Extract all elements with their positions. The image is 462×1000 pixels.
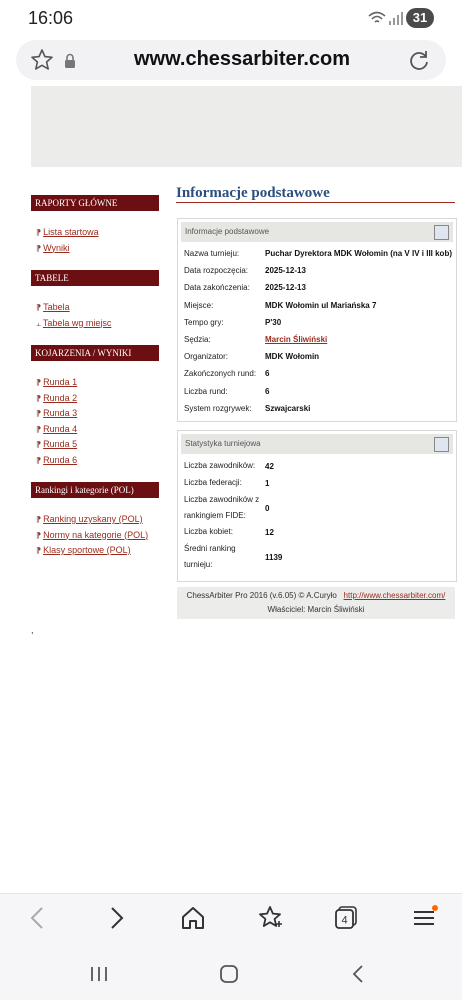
list-icon: ⁋ [36, 440, 42, 449]
info-row: Miejsce: MDK Wołomin ul Mariańska 7 [184, 300, 377, 310]
sidebar-heading-rankingi: Rankingi i kategorie (POL) [31, 482, 159, 498]
sidebar-heading-raporty: RAPORTY GŁÓWNE [31, 195, 159, 211]
sidebar-link-runda-1[interactable]: ⁋ Runda 1 [36, 375, 159, 391]
status-bar [0, 0, 462, 36]
bookmarks-icon[interactable] [256, 904, 284, 932]
url-text[interactable]: www.chessarbiter.com [133, 48, 350, 70]
info-panel [177, 218, 457, 422]
sidebar-heading-kojarzenia: KOJARZENIA / WYNIKI [31, 345, 159, 361]
print-icon[interactable] [434, 225, 449, 240]
stats-panel [177, 430, 457, 582]
info-row: System rozgrywek: Szwajcarski [184, 403, 311, 413]
stats-row: Liczba zawodników: 42 [184, 461, 274, 471]
sidebar-link-ranking-uzyskany[interactable]: ⁋ Ranking uzyskany (POL) [36, 512, 159, 528]
sidebar-link-runda-2[interactable]: ⁋ Runda 2 [36, 391, 159, 407]
stray-text: , [31, 625, 34, 635]
stats-row: Liczba zawodników z rankingiem FIDE: 0 [184, 495, 270, 520]
list-icon: ⁋ [36, 455, 42, 465]
clock: 16:06 [28, 8, 74, 28]
print-icon[interactable] [434, 437, 449, 452]
sidebar [31, 195, 159, 573]
sidebar-link-klasy-sportowe[interactable]: ⁋ Klasy sportowe (POL) [36, 543, 159, 559]
list-icon: ⁋ [36, 228, 42, 237]
info-row: Sędzia: Marcin Śliwiński [184, 334, 328, 344]
title-divider [176, 202, 455, 203]
list-icon: ⁋ [36, 393, 42, 403]
sidebar-link-tabela-wg-miejsc[interactable]: ⫠ Tabela wg miejsc [36, 316, 159, 332]
info-row: Data rozpoczęcia: 2025-12-13 [184, 266, 306, 276]
info-panel-header: Informacje podstawowe [181, 222, 453, 242]
list-icon: ⁋ [36, 409, 42, 418]
sidebar-heading-tabele: TABELE [31, 270, 159, 286]
list-icon: ⁋ [36, 303, 42, 312]
back-arrow-icon[interactable] [24, 904, 52, 932]
stats-panel-header: Statystyka turniejowa [181, 434, 453, 454]
wifi-icon [368, 10, 386, 26]
list-icon: ⁋ [36, 546, 42, 555]
system-navigation [0, 949, 462, 1000]
info-row: Zakończonych rund: 6 [184, 369, 270, 379]
stats-row: Średni ranking turnieju: 1139 [184, 544, 283, 569]
forward-arrow-icon[interactable] [102, 904, 130, 932]
ad-banner [31, 86, 462, 167]
home-icon[interactable] [179, 904, 207, 932]
system-home-icon[interactable] [218, 963, 240, 985]
battery-indicator: 31 [406, 8, 434, 28]
tabs-icon[interactable] [332, 904, 360, 932]
chessarbiter-link[interactable]: http://www.chessarbiter.com/ [343, 591, 446, 600]
list-icon: ⁋ [36, 424, 42, 434]
list-icon: ⁋ [36, 530, 42, 540]
sidebar-link-normy[interactable]: ⁋ Normy na kategorie (POL) [36, 528, 159, 544]
page-footer: ChessArbiter Pro 2016 (v.6.05) © A.Curyło http://www.chessarbiter.com/ Właściciel: Marcin Śliwiński [177, 587, 455, 619]
stats-row: Liczba kobiet: 12 [184, 527, 274, 537]
sidebar-link-runda-6[interactable]: ⁋ Runda 6 [36, 453, 159, 469]
browser-toolbar [0, 893, 462, 950]
list-icon: ⁋ [36, 243, 42, 253]
info-row: Nazwa turnieju: Puchar Dyrektora MDK Wołomin (na V IV i III kob) [184, 249, 452, 258]
system-back-icon[interactable] [348, 963, 370, 985]
lock-icon [64, 53, 76, 69]
sidebar-link-lista-startowa[interactable]: ⁋ Lista startowa [36, 225, 159, 241]
info-row: Data zakończenia: 2025-12-13 [184, 283, 306, 293]
stats-row: Liczba federacji: 1 [184, 478, 270, 488]
menu-icon[interactable] [410, 904, 438, 932]
sidebar-link-wyniki[interactable]: ⁋ Wyniki [36, 241, 159, 257]
reload-icon[interactable] [406, 48, 432, 74]
signal-icon [388, 10, 404, 26]
info-row: Liczba rund: 6 [184, 386, 270, 396]
list-icon: ⁋ [36, 378, 42, 387]
bookmark-star-icon[interactable] [30, 48, 54, 72]
sidebar-link-runda-5[interactable]: ⁋ Runda 5 [36, 437, 159, 453]
ranking-icon: ⫠ [36, 318, 41, 328]
sidebar-link-runda-3[interactable]: ⁋ Runda 3 [36, 406, 159, 422]
list-icon: ⁋ [36, 515, 42, 524]
tabs-count: 4 [341, 914, 348, 927]
recent-apps-icon[interactable] [88, 963, 110, 985]
info-row: Tempo gry: P'30 [184, 317, 282, 327]
info-row: Organizator: MDK Wołomin [184, 352, 320, 362]
page-title: Informacje podstawowe [176, 185, 330, 201]
arbiter-link[interactable]: Marcin Śliwiński [265, 334, 328, 344]
sidebar-link-tabela[interactable]: ⁋ Tabela [36, 300, 159, 316]
sidebar-link-runda-4[interactable]: ⁋ Runda 4 [36, 422, 159, 438]
